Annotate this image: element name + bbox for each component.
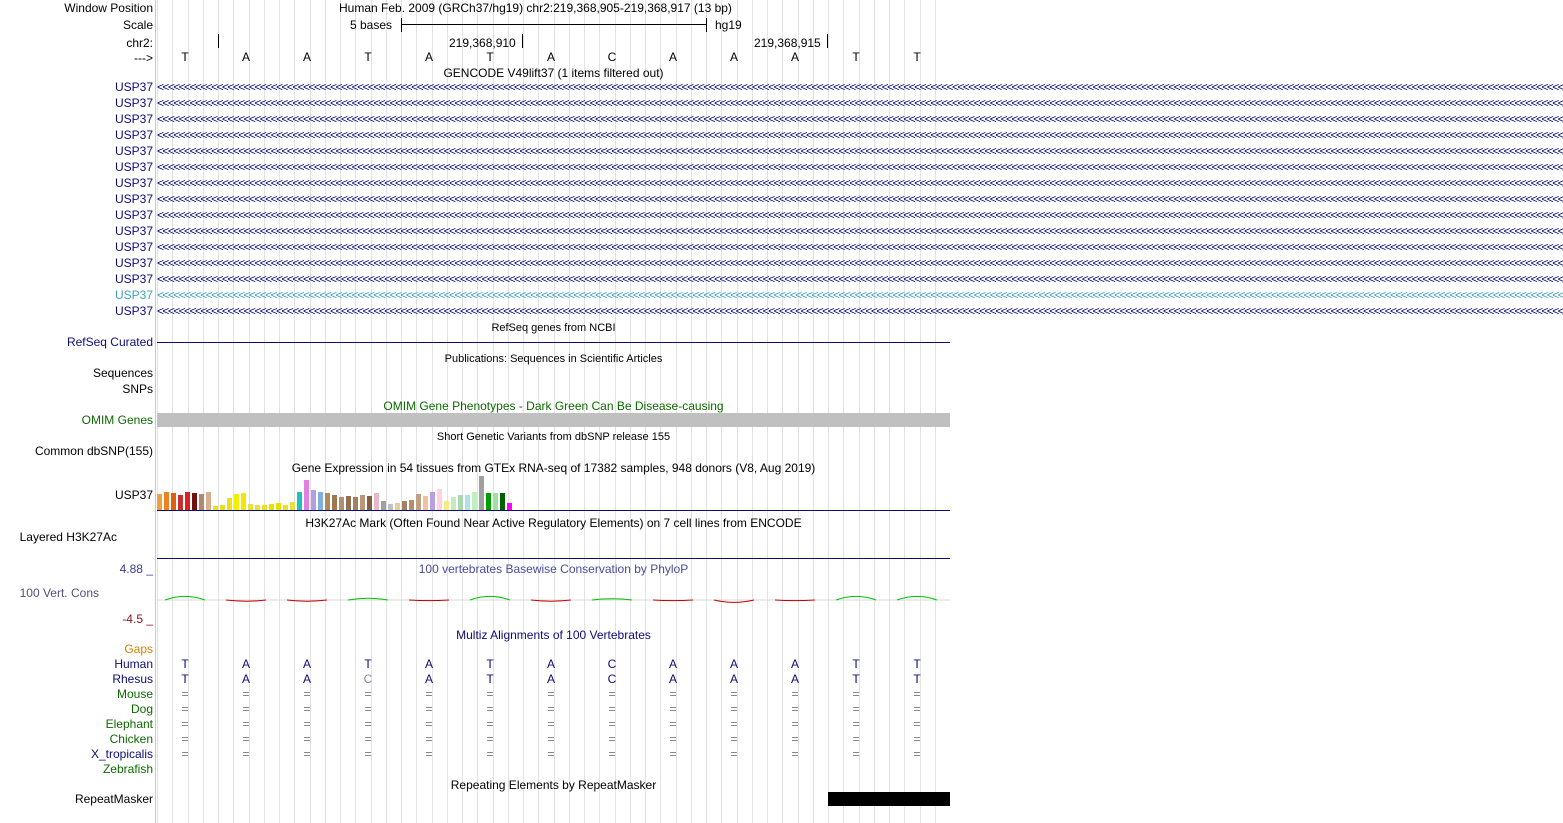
gtex-tissue-bar[interactable] xyxy=(493,493,498,510)
multiz-aligned-base: A xyxy=(302,672,311,686)
multiz-aligned-base: = xyxy=(608,717,616,731)
multiz-aligned-base: T xyxy=(852,672,860,686)
dbsnp-track-label[interactable]: Common dbSNP(155) xyxy=(34,444,153,458)
gtex-tissue-bar[interactable] xyxy=(276,503,281,510)
gtex-tissue-bar[interactable] xyxy=(402,501,407,510)
gtex-tissue-bar[interactable] xyxy=(346,496,351,510)
multiz-species-label[interactable]: Chicken xyxy=(109,732,153,746)
gtex-tissue-bar[interactable] xyxy=(395,503,400,510)
gencode-transcript-line[interactable]: <<<<<<<<<<<<<<<<<<<<<<<<<<<<<<<<<<<<<<<<<<<<<<<<<<<<<<<<<<<<<<<<<<<<<<<<<<<<<<<<<<<<<<<<<<<<<<<<<<<<<<<<<<<<<<<<<<<<<<<<<<<<<<<<<<<<<<<<<<<<<<<<<<<<<<<<<<<<<<<<<<<<<<<<<<<<<<<<<<<<<<<<<<<<<<<<<<<<<<<<<<<<<<<<<<<<<<<<<<<<<<<<<<<<<<<<<<<<<<<<<<<<<<<<<<<<<<<<<<<< xyxy=(157,208,1563,222)
coord-tick xyxy=(827,34,828,48)
multiz-aligned-base: C xyxy=(607,672,617,686)
multiz-aligned-base: = xyxy=(425,702,433,716)
gtex-tissue-bar[interactable] xyxy=(157,494,162,510)
gencode-transcript-label[interactable]: USP37 xyxy=(114,256,153,270)
multiz-aligned-base: = xyxy=(181,687,189,701)
multiz-species-label[interactable]: X_tropicalis xyxy=(90,747,153,761)
coord-tick xyxy=(522,34,523,48)
gencode-transcript-line[interactable]: <<<<<<<<<<<<<<<<<<<<<<<<<<<<<<<<<<<<<<<<<<<<<<<<<<<<<<<<<<<<<<<<<<<<<<<<<<<<<<<<<<<<<<<<<<<<<<<<<<<<<<<<<<<<<<<<<<<<<<<<<<<<<<<<<<<<<<<<<<<<<<<<<<<<<<<<<<<<<<<<<<<<<<<<<<<<<<<<<<<<<<<<<<<<<<<<<<<<<<<<<<<<<<<<<<<<<<<<<<<<<<<<<<<<<<<<<<<<<<<<<<<<<<<<<<<<<<<<<<<< xyxy=(157,192,1563,206)
gtex-tissue-bar[interactable] xyxy=(304,480,309,510)
multiz-aligned-base: A xyxy=(241,657,250,671)
sequence-base: T xyxy=(181,50,189,64)
multiz-aligned-base: = xyxy=(852,687,860,701)
gtex-tissue-bar[interactable] xyxy=(339,497,344,510)
gtex-tissue-bar[interactable] xyxy=(297,492,302,510)
publications-track-label[interactable]: Sequences xyxy=(92,366,153,380)
gencode-transcript-label[interactable]: USP37 xyxy=(114,288,153,302)
gtex-tissue-bar[interactable] xyxy=(290,502,295,510)
multiz-aligned-base: = xyxy=(913,687,921,701)
gtex-tissue-bar[interactable] xyxy=(353,497,358,510)
gtex-tissue-bar[interactable] xyxy=(311,490,316,510)
sequence-base: A xyxy=(241,50,250,64)
gtex-tissue-bar[interactable] xyxy=(318,492,323,510)
sequence-base: C xyxy=(607,50,617,64)
gencode-transcript-line[interactable]: <<<<<<<<<<<<<<<<<<<<<<<<<<<<<<<<<<<<<<<<<<<<<<<<<<<<<<<<<<<<<<<<<<<<<<<<<<<<<<<<<<<<<<<<<<<<<<<<<<<<<<<<<<<<<<<<<<<<<<<<<<<<<<<<<<<<<<<<<<<<<<<<<<<<<<<<<<<<<<<<<<<<<<<<<<<<<<<<<<<<<<<<<<<<<<<<<<<<<<<<<<<<<<<<<<<<<<<<<<<<<<<<<<<<<<<<<<<<<<<<<<<<<<<<<<<<<<<<<<<< xyxy=(157,272,1563,286)
multiz-aligned-base: = xyxy=(242,732,250,746)
conservation-mark[interactable] xyxy=(836,596,876,600)
gtex-tissue-bar[interactable] xyxy=(500,493,505,510)
gencode-transcript-line[interactable]: <<<<<<<<<<<<<<<<<<<<<<<<<<<<<<<<<<<<<<<<<<<<<<<<<<<<<<<<<<<<<<<<<<<<<<<<<<<<<<<<<<<<<<<<<<<<<<<<<<<<<<<<<<<<<<<<<<<<<<<<<<<<<<<<<<<<<<<<<<<<<<<<<<<<<<<<<<<<<<<<<<<<<<<<<<<<<<<<<<<<<<<<<<<<<<<<<<<<<<<<<<<<<<<<<<<<<<<<<<<<<<<<<<<<<<<<<<<<<<<<<<<<<<<<<<<<<<<<<<<< xyxy=(157,144,1563,158)
gtex-tissue-bar[interactable] xyxy=(451,497,456,510)
sequence-base: A xyxy=(790,50,799,64)
multiz-aligned-base: = xyxy=(791,702,799,716)
repeatmasker-track-label[interactable]: RepeatMasker xyxy=(74,792,153,806)
gencode-transcript-line[interactable]: <<<<<<<<<<<<<<<<<<<<<<<<<<<<<<<<<<<<<<<<<<<<<<<<<<<<<<<<<<<<<<<<<<<<<<<<<<<<<<<<<<<<<<<<<<<<<<<<<<<<<<<<<<<<<<<<<<<<<<<<<<<<<<<<<<<<<<<<<<<<<<<<<<<<<<<<<<<<<<<<<<<<<<<<<<<<<<<<<<<<<<<<<<<<<<<<<<<<<<<<<<<<<<<<<<<<<<<<<<<<<<<<<<<<<<<<<<<<<<<<<<<<<<<<<<<<<<<<<<<< xyxy=(157,304,1563,318)
gencode-transcript-line[interactable]: <<<<<<<<<<<<<<<<<<<<<<<<<<<<<<<<<<<<<<<<<<<<<<<<<<<<<<<<<<<<<<<<<<<<<<<<<<<<<<<<<<<<<<<<<<<<<<<<<<<<<<<<<<<<<<<<<<<<<<<<<<<<<<<<<<<<<<<<<<<<<<<<<<<<<<<<<<<<<<<<<<<<<<<<<<<<<<<<<<<<<<<<<<<<<<<<<<<<<<<<<<<<<<<<<<<<<<<<<<<<<<<<<<<<<<<<<<<<<<<<<<<<<<<<<<<<<<<<<<<< xyxy=(157,176,1563,190)
gencode-transcript-line[interactable]: <<<<<<<<<<<<<<<<<<<<<<<<<<<<<<<<<<<<<<<<<<<<<<<<<<<<<<<<<<<<<<<<<<<<<<<<<<<<<<<<<<<<<<<<<<<<<<<<<<<<<<<<<<<<<<<<<<<<<<<<<<<<<<<<<<<<<<<<<<<<<<<<<<<<<<<<<<<<<<<<<<<<<<<<<<<<<<<<<<<<<<<<<<<<<<<<<<<<<<<<<<<<<<<<<<<<<<<<<<<<<<<<<<<<<<<<<<<<<<<<<<<<<<<<<<<<<<<<<<<< xyxy=(157,256,1563,270)
conservation-track-label[interactable]: 100 Vert. Cons xyxy=(19,586,99,600)
sequence-base: T xyxy=(364,50,372,64)
multiz-aligned-base: = xyxy=(303,732,311,746)
omim-track-label[interactable]: OMIM Genes xyxy=(81,413,153,427)
gencode-transcript-label[interactable]: USP37 xyxy=(114,160,153,174)
multiz-aligned-base: A xyxy=(729,672,738,686)
multiz-aligned-base: = xyxy=(852,732,860,746)
multiz-aligned-base: = xyxy=(608,702,616,716)
scale-bases-text: 5 bases xyxy=(350,18,393,32)
omim-gene-bar[interactable] xyxy=(157,413,950,427)
multiz-aligned-base: T xyxy=(486,672,494,686)
conservation-mark[interactable] xyxy=(470,596,510,600)
multiz-aligned-base: A xyxy=(424,672,433,686)
multiz-aligned-base: = xyxy=(425,717,433,731)
multiz-aligned-base: = xyxy=(547,687,555,701)
publications-track-title[interactable]: Publications: Sequences in Scientific Articles xyxy=(444,353,663,365)
multiz-aligned-base: = xyxy=(486,732,494,746)
gtex-tissue-bar[interactable] xyxy=(444,501,449,510)
gtex-tissue-bar[interactable] xyxy=(409,500,414,510)
gencode-transcript-label[interactable]: USP37 xyxy=(114,96,153,110)
multiz-aligned-base: C xyxy=(607,657,617,671)
multiz-aligned-base: = xyxy=(913,717,921,731)
multiz-gaps-label[interactable]: Gaps xyxy=(124,642,153,656)
gencode-transcript-label[interactable]: USP37 xyxy=(114,240,153,254)
scale-assembly-text: hg19 xyxy=(715,18,742,32)
gtex-tissue-bar[interactable] xyxy=(472,492,477,510)
gtex-tissue-bar[interactable] xyxy=(360,495,365,510)
multiz-aligned-base: = xyxy=(608,687,616,701)
multiz-aligned-base: = xyxy=(364,717,372,731)
gencode-transcript-label[interactable]: USP37 xyxy=(114,80,153,94)
gtex-gene-line[interactable] xyxy=(157,510,950,511)
gencode-transcript-line[interactable]: <<<<<<<<<<<<<<<<<<<<<<<<<<<<<<<<<<<<<<<<<<<<<<<<<<<<<<<<<<<<<<<<<<<<<<<<<<<<<<<<<<<<<<<<<<<<<<<<<<<<<<<<<<<<<<<<<<<<<<<<<<<<<<<<<<<<<<<<<<<<<<<<<<<<<<<<<<<<<<<<<<<<<<<<<<<<<<<<<<<<<<<<<<<<<<<<<<<<<<<<<<<<<<<<<<<<<<<<<<<<<<<<<<<<<<<<<<<<<<<<<<<<<<<<<<<<<<<<<<<< xyxy=(157,160,1563,174)
sequence-base: A xyxy=(729,50,738,64)
gtex-tissue-bar[interactable] xyxy=(227,498,232,510)
image-left-border xyxy=(155,0,156,823)
multiz-aligned-base: A xyxy=(546,672,555,686)
gencode-transcript-label[interactable]: USP37 xyxy=(114,192,153,206)
multiz-aligned-base: = xyxy=(791,747,799,761)
coord-tick xyxy=(218,34,219,48)
multiz-aligned-base: A xyxy=(790,657,799,671)
multiz-aligned-base: = xyxy=(730,687,738,701)
multiz-aligned-base: = xyxy=(303,687,311,701)
sequence-base: T xyxy=(852,50,860,64)
gtex-tissue-bar[interactable] xyxy=(164,492,169,510)
multiz-aligned-base: = xyxy=(791,687,799,701)
multiz-aligned-base: = xyxy=(669,702,677,716)
multiz-aligned-base: = xyxy=(364,702,372,716)
gtex-tissue-bar[interactable] xyxy=(199,494,204,510)
multiz-aligned-base: = xyxy=(486,687,494,701)
multiz-track-title[interactable]: Multiz Alignments of 100 Vertebrates xyxy=(456,628,651,642)
scale-bar xyxy=(401,24,706,25)
conservation-max-label: 4.88 _ xyxy=(119,562,153,576)
conservation-mark[interactable] xyxy=(897,596,937,600)
multiz-aligned-base: = xyxy=(547,702,555,716)
multiz-species-label[interactable]: Human xyxy=(114,657,153,671)
multiz-aligned-base: T xyxy=(913,657,921,671)
multiz-aligned-base: = xyxy=(852,717,860,731)
multiz-aligned-base: = xyxy=(608,747,616,761)
multiz-species-label[interactable]: Zebrafish xyxy=(102,762,153,776)
gtex-tissue-bar[interactable] xyxy=(430,492,435,510)
gencode-transcript-label[interactable]: USP37 xyxy=(114,112,153,126)
multiz-aligned-base: = xyxy=(181,702,189,716)
gencode-transcript-line[interactable]: <<<<<<<<<<<<<<<<<<<<<<<<<<<<<<<<<<<<<<<<<<<<<<<<<<<<<<<<<<<<<<<<<<<<<<<<<<<<<<<<<<<<<<<<<<<<<<<<<<<<<<<<<<<<<<<<<<<<<<<<<<<<<<<<<<<<<<<<<<<<<<<<<<<<<<<<<<<<<<<<<<<<<<<<<<<<<<<<<<<<<<<<<<<<<<<<<<<<<<<<<<<<<<<<<<<<<<<<<<<<<<<<<<<<<<<<<<<<<<<<<<<<<<<<<<<<<<<<<<<< xyxy=(157,240,1563,254)
h3k27ac-track-label[interactable]: Layered H3K27Ac xyxy=(19,530,117,544)
conservation-track-title[interactable]: 100 vertebrates Basewise Conservation by PhyloP xyxy=(418,562,689,576)
multiz-aligned-base: = xyxy=(669,732,677,746)
gencode-transcript-label[interactable]: USP37 xyxy=(114,208,153,222)
gencode-transcript-label[interactable]: USP37 xyxy=(114,272,153,286)
gtex-tissue-bar[interactable] xyxy=(206,492,211,510)
multiz-aligned-base: = xyxy=(242,687,250,701)
multiz-aligned-base: = xyxy=(852,702,860,716)
multiz-aligned-base: T xyxy=(913,672,921,686)
refseq-track-label[interactable]: RefSeq Curated xyxy=(66,335,153,349)
multiz-aligned-base: = xyxy=(730,732,738,746)
gtex-tissue-bar[interactable] xyxy=(325,493,330,510)
gtex-tissue-bar[interactable] xyxy=(416,494,421,510)
gencode-track-title[interactable]: GENCODE V49lift37 (1 items filtered out) xyxy=(443,66,664,80)
sequence-base: A xyxy=(668,50,677,64)
multiz-aligned-base: A xyxy=(546,657,555,671)
multiz-aligned-base: = xyxy=(547,732,555,746)
multiz-aligned-base: = xyxy=(181,747,189,761)
gtex-tissue-bar[interactable] xyxy=(381,501,386,510)
sequence-base: A xyxy=(424,50,433,64)
refseq-gene-line[interactable] xyxy=(157,342,950,343)
gtex-track-title[interactable]: Gene Expression in 54 tissues from GTEx RNA-seq of 17382 samples, 948 donors (V8, Aug 2019) xyxy=(291,461,816,475)
gencode-transcript-line[interactable]: <<<<<<<<<<<<<<<<<<<<<<<<<<<<<<<<<<<<<<<<<<<<<<<<<<<<<<<<<<<<<<<<<<<<<<<<<<<<<<<<<<<<<<<<<<<<<<<<<<<<<<<<<<<<<<<<<<<<<<<<<<<<<<<<<<<<<<<<<<<<<<<<<<<<<<<<<<<<<<<<<<<<<<<<<<<<<<<<<<<<<<<<<<<<<<<<<<<<<<<<<<<<<<<<<<<<<<<<<<<<<<<<<<<<<<<<<<<<<<<<<<<<<<<<<<<<<<<<<<<< xyxy=(157,96,1563,110)
gtex-tissue-bar[interactable] xyxy=(332,495,337,510)
multiz-species-label[interactable]: Dog xyxy=(130,702,153,716)
gencode-transcript-line[interactable]: <<<<<<<<<<<<<<<<<<<<<<<<<<<<<<<<<<<<<<<<<<<<<<<<<<<<<<<<<<<<<<<<<<<<<<<<<<<<<<<<<<<<<<<<<<<<<<<<<<<<<<<<<<<<<<<<<<<<<<<<<<<<<<<<<<<<<<<<<<<<<<<<<<<<<<<<<<<<<<<<<<<<<<<<<<<<<<<<<<<<<<<<<<<<<<<<<<<<<<<<<<<<<<<<<<<<<<<<<<<<<<<<<<<<<<<<<<<<<<<<<<<<<<<<<<<<<<<<<<<< xyxy=(157,80,1563,94)
gencode-transcript-label[interactable]: USP37 xyxy=(114,224,153,238)
multiz-aligned-base: T xyxy=(181,672,189,686)
repeatmasker-element-bar[interactable] xyxy=(828,792,950,806)
gtex-tissue-bar[interactable] xyxy=(465,495,470,510)
multiz-aligned-base: A xyxy=(241,672,250,686)
multiz-aligned-base: = xyxy=(669,717,677,731)
strand-label[interactable]: ---> xyxy=(134,51,153,65)
gtex-tissue-bar[interactable] xyxy=(374,493,379,510)
multiz-aligned-base: = xyxy=(425,747,433,761)
multiz-aligned-base: = xyxy=(547,747,555,761)
gtex-tissue-bar[interactable] xyxy=(171,493,176,510)
gtex-tissue-bar[interactable] xyxy=(185,492,190,510)
h3k27ac-track-title[interactable]: H3K27Ac Mark (Often Found Near Active Regulatory Elements) on 7 cell lines from ENCODE xyxy=(305,516,802,530)
multiz-aligned-base: = xyxy=(913,747,921,761)
multiz-aligned-base: = xyxy=(242,717,250,731)
coordinate-label: 219,368,915 xyxy=(754,36,821,50)
multiz-aligned-base: = xyxy=(852,747,860,761)
multiz-aligned-base: = xyxy=(791,717,799,731)
scale-bar-left-tick xyxy=(401,18,402,32)
multiz-aligned-base: = xyxy=(486,702,494,716)
gencode-transcript-label[interactable]: USP37 xyxy=(114,176,153,190)
gtex-tissue-bar[interactable] xyxy=(437,489,442,510)
multiz-aligned-base: = xyxy=(303,702,311,716)
multiz-aligned-base: T xyxy=(486,657,494,671)
multiz-aligned-base: = xyxy=(425,732,433,746)
conservation-mark[interactable] xyxy=(165,596,205,600)
multiz-aligned-base: = xyxy=(181,732,189,746)
multiz-aligned-base: = xyxy=(730,747,738,761)
sequence-base: T xyxy=(486,50,494,64)
multiz-aligned-base: = xyxy=(669,687,677,701)
multiz-aligned-base: = xyxy=(486,717,494,731)
gtex-tissue-bar[interactable] xyxy=(234,494,239,510)
dbsnp-track-title[interactable]: Short Genetic Variants from dbSNP release 155 xyxy=(436,431,671,443)
conservation-plot[interactable] xyxy=(157,590,950,610)
multiz-aligned-base: = xyxy=(547,717,555,731)
gencode-transcript-line[interactable]: <<<<<<<<<<<<<<<<<<<<<<<<<<<<<<<<<<<<<<<<<<<<<<<<<<<<<<<<<<<<<<<<<<<<<<<<<<<<<<<<<<<<<<<<<<<<<<<<<<<<<<<<<<<<<<<<<<<<<<<<<<<<<<<<<<<<<<<<<<<<<<<<<<<<<<<<<<<<<<<<<<<<<<<<<<<<<<<<<<<<<<<<<<<<<<<<<<<<<<<<<<<<<<<<<<<<<<<<<<<<<<<<<<<<<<<<<<<<<<<<<<<<<<<<<<<<<<<<<<<< xyxy=(157,288,1563,302)
multiz-aligned-base: = xyxy=(303,747,311,761)
gtex-tissue-bar[interactable] xyxy=(486,493,491,510)
gtex-tissue-bar[interactable] xyxy=(479,476,484,510)
scale-label: Scale xyxy=(122,18,153,32)
multiz-aligned-base: A xyxy=(729,657,738,671)
omim-track-title[interactable]: OMIM Gene Phenotypes - Dark Green Can Be Disease-causing xyxy=(383,399,724,413)
multiz-aligned-base: A xyxy=(790,672,799,686)
multiz-aligned-base: = xyxy=(303,717,311,731)
multiz-aligned-base: = xyxy=(242,747,250,761)
multiz-aligned-base: A xyxy=(668,672,677,686)
multiz-aligned-base: A xyxy=(302,657,311,671)
h3k27ac-baseline xyxy=(157,558,950,559)
repeatmasker-track-title[interactable]: Repeating Elements by RepeatMasker xyxy=(450,778,657,792)
multiz-aligned-base: = xyxy=(364,732,372,746)
multiz-aligned-base: A xyxy=(668,657,677,671)
multiz-aligned-base: T xyxy=(852,657,860,671)
gencode-transcript-line[interactable]: <<<<<<<<<<<<<<<<<<<<<<<<<<<<<<<<<<<<<<<<<<<<<<<<<<<<<<<<<<<<<<<<<<<<<<<<<<<<<<<<<<<<<<<<<<<<<<<<<<<<<<<<<<<<<<<<<<<<<<<<<<<<<<<<<<<<<<<<<<<<<<<<<<<<<<<<<<<<<<<<<<<<<<<<<<<<<<<<<<<<<<<<<<<<<<<<<<<<<<<<<<<<<<<<<<<<<<<<<<<<<<<<<<<<<<<<<<<<<<<<<<<<<<<<<<<<<<<<<<<< xyxy=(157,112,1563,126)
multiz-aligned-base: = xyxy=(669,747,677,761)
multiz-aligned-base: = xyxy=(913,732,921,746)
gtex-tissue-bar[interactable] xyxy=(192,493,197,510)
snps-track-label[interactable]: SNPs xyxy=(122,382,153,396)
multiz-aligned-base: = xyxy=(242,702,250,716)
multiz-aligned-base: = xyxy=(791,732,799,746)
gencode-transcript-label[interactable]: USP37 xyxy=(114,144,153,158)
multiz-aligned-base: = xyxy=(913,702,921,716)
multiz-aligned-base: A xyxy=(424,657,433,671)
multiz-aligned-base: = xyxy=(425,687,433,701)
multiz-species-label[interactable]: Mouse xyxy=(116,687,153,701)
conservation-min-label: -4.5 _ xyxy=(122,612,153,626)
chromosome-label: chr2: xyxy=(126,36,153,50)
multiz-aligned-base: = xyxy=(364,747,372,761)
multiz-aligned-base: = xyxy=(486,747,494,761)
multiz-aligned-base: T xyxy=(364,657,372,671)
multiz-species-label[interactable]: Elephant xyxy=(105,717,153,731)
multiz-aligned-base: T xyxy=(181,657,189,671)
sequence-base: A xyxy=(546,50,555,64)
refseq-track-title[interactable]: RefSeq genes from NCBI xyxy=(491,322,616,334)
sequence-base: A xyxy=(302,50,311,64)
gencode-transcript-label[interactable]: USP37 xyxy=(114,304,153,318)
gtex-tissue-bar[interactable] xyxy=(367,496,372,510)
multiz-aligned-base: = xyxy=(730,717,738,731)
multiz-species-label[interactable]: Rhesus xyxy=(112,672,153,686)
gtex-tissue-bar[interactable] xyxy=(507,503,512,510)
window-position-value[interactable]: Human Feb. 2009 (GRCh37/hg19) chr2:219,368,905-219,368,917 (13 bp) xyxy=(339,1,732,15)
multiz-aligned-base: = xyxy=(730,702,738,716)
coordinate-label: 219,368,910 xyxy=(449,36,516,50)
gtex-tissue-bar[interactable] xyxy=(458,495,463,510)
gtex-track-label[interactable]: USP37 xyxy=(114,488,153,502)
sequence-base: T xyxy=(913,50,921,64)
gtex-bar-chart[interactable] xyxy=(157,470,950,510)
gtex-tissue-bar[interactable] xyxy=(241,493,246,510)
gencode-transcript-line[interactable]: <<<<<<<<<<<<<<<<<<<<<<<<<<<<<<<<<<<<<<<<<<<<<<<<<<<<<<<<<<<<<<<<<<<<<<<<<<<<<<<<<<<<<<<<<<<<<<<<<<<<<<<<<<<<<<<<<<<<<<<<<<<<<<<<<<<<<<<<<<<<<<<<<<<<<<<<<<<<<<<<<<<<<<<<<<<<<<<<<<<<<<<<<<<<<<<<<<<<<<<<<<<<<<<<<<<<<<<<<<<<<<<<<<<<<<<<<<<<<<<<<<<<<<<<<<<<<<<<<<<< xyxy=(157,224,1563,238)
multiz-aligned-base: = xyxy=(181,717,189,731)
gtex-tissue-bar[interactable] xyxy=(178,495,183,510)
multiz-aligned-base: = xyxy=(608,732,616,746)
window-position-label: Window Position xyxy=(64,1,153,15)
scale-bar-right-tick xyxy=(706,18,707,32)
gencode-transcript-line[interactable]: <<<<<<<<<<<<<<<<<<<<<<<<<<<<<<<<<<<<<<<<<<<<<<<<<<<<<<<<<<<<<<<<<<<<<<<<<<<<<<<<<<<<<<<<<<<<<<<<<<<<<<<<<<<<<<<<<<<<<<<<<<<<<<<<<<<<<<<<<<<<<<<<<<<<<<<<<<<<<<<<<<<<<<<<<<<<<<<<<<<<<<<<<<<<<<<<<<<<<<<<<<<<<<<<<<<<<<<<<<<<<<<<<<<<<<<<<<<<<<<<<<<<<<<<<<<<<<<<<<<< xyxy=(157,128,1563,142)
multiz-aligned-base: C xyxy=(363,672,373,686)
gencode-transcript-label[interactable]: USP37 xyxy=(114,128,153,142)
gtex-tissue-bar[interactable] xyxy=(423,496,428,510)
multiz-aligned-base: = xyxy=(364,687,372,701)
